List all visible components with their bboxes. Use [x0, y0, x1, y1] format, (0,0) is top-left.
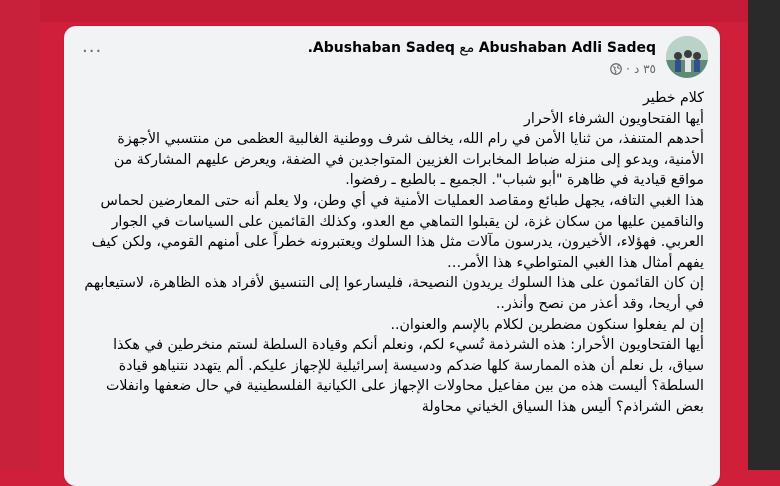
- background-left: [0, 0, 40, 470]
- background-top: [0, 0, 780, 22]
- author-name-secondary[interactable]: Abushaban Sadeq.: [307, 40, 455, 56]
- separator-dot: ·: [626, 62, 630, 76]
- more-options-button[interactable]: ...: [82, 36, 103, 57]
- post-paragraph: إن لم يفعلوا سنكون مضطرين لكلام بالإسم والعنوان..: [390, 316, 704, 333]
- post-paragraph: أيها الفتحاويون الأحرار: هذه الشرذمة تُسيء لكم، ونعلم أنكم وقيادة السلطة لستم منخرطين في هكذا سياق، بل نعلم أن هذه الممارسة كلها ضدكم ودسيسة إسرائيلية للإجهاز عليكم. ألم يتهدد نتنياهو قيادة السلطة؟ أليست هذه من بين مفاعيل محاولات الإجهاز على الكيانية الفلسطينية في حال ضعفها وانفلات بعض الشراذم؟ أليس هذا السياق الخياني محاولة: [105, 337, 704, 415]
- post-timestamp[interactable]: ٣٥ د: [633, 62, 656, 76]
- author-name-primary[interactable]: Abushaban Adli Sadeq: [478, 40, 656, 56]
- post-paragraph: أيها الفتحاويون الشرفاء الأحرار: [524, 110, 704, 127]
- post-card: [64, 26, 720, 486]
- post-paragraph: أحدهم المتنفذ، من ثنايا الأمن في رام الله، يخالف شرف ووطنية الغالبية العظمى من منتسبي الأجهزة الأمنية، ويدعو إلى منزله ضباط المخابرات الغزيين المتواجدين في الضفة، ويعرض عليهم المشاركة من مواقع قيادية في ظاهرة "أبو شباب". الجميع ـ بالطبع ـ رفضوا.: [113, 131, 704, 189]
- post-paragraph: إن كان القائمون على هذا السلوك يريدون النصيحة، فليسارعوا إلى التنسيق لأفراد هذه الظاهرة، لاستيعابهم في أريحا، وقد أعذر من نصح وأنذر..: [84, 275, 704, 312]
- author-line: [308, 40, 656, 56]
- globe-icon: [610, 63, 622, 75]
- background-right: [748, 0, 780, 470]
- post-meta: [610, 62, 656, 76]
- author-avatar[interactable]: [666, 36, 708, 78]
- post-paragraph: كلام خطير: [642, 90, 704, 106]
- with-label: مع: [459, 40, 475, 56]
- post-header: [64, 32, 720, 80]
- post-text: [78, 88, 704, 418]
- post-paragraph: هذا الغبي التافه، يجهل طبائع ومقاصد العمليات الأمنية في أي وطن، ولا يعلم أنه حتى المعارضين لحماس والناقمين عليها من سكان غزة، لن يقبلوا التماهي مع العدو، وكذلك القائمين على السياسات في الجوار العربي. فهؤلاء، الأخيرون، يدرسون مآلات مثل هذا السلوك ويعتبرونه خطراً على أمنهم القومي، ولكن كيف يفهم أمثال هذا الغبي المتواطيء هذا الأمر…: [91, 192, 704, 271]
- avatar-image: [666, 36, 708, 78]
